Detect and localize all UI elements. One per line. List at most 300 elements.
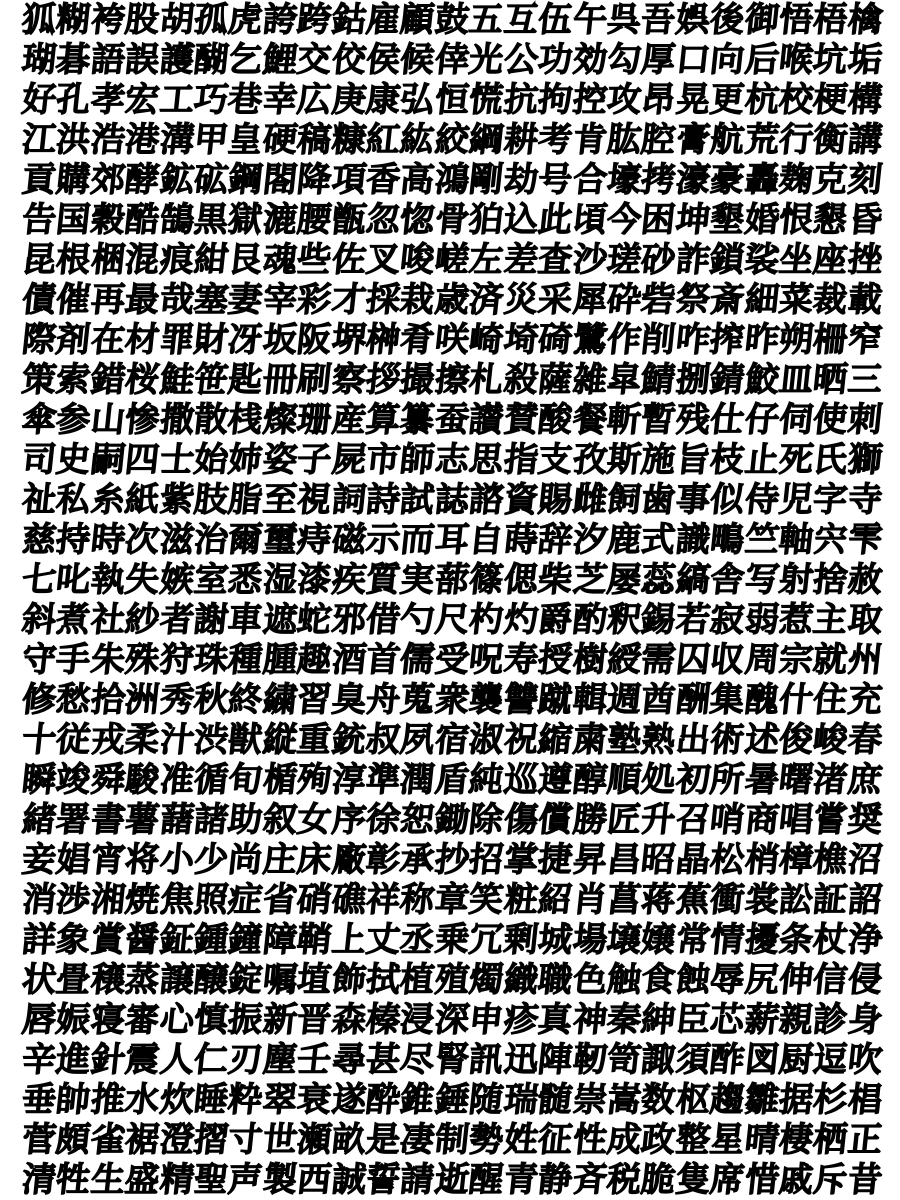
kanji-glyph: 寸 <box>226 1120 265 1160</box>
kanji-glyph: 縮 <box>536 720 575 760</box>
kanji-glyph: 曙 <box>777 760 816 800</box>
kanji-glyph: 制 <box>432 1120 472 1160</box>
kanji-glyph: 鐘 <box>226 920 265 960</box>
kanji-glyph: 細 <box>742 280 781 320</box>
kanji-glyph: 尚 <box>226 840 265 880</box>
kanji-glyph: 孔 <box>54 80 93 120</box>
kanji-glyph: 参 <box>54 400 93 440</box>
kanji-glyph: 雛 <box>742 1080 781 1120</box>
kanji-glyph: 鉦 <box>157 920 196 960</box>
kanji-glyph: 釈 <box>605 600 644 640</box>
kanji-glyph: 恕 <box>398 800 437 840</box>
kanji-glyph: 餐 <box>570 400 609 440</box>
kanji-glyph: 冗 <box>467 920 506 960</box>
kanji-glyph: 杉 <box>811 1080 850 1120</box>
kanji-row <box>20 920 885 960</box>
kanji-glyph: 竣 <box>54 760 93 800</box>
kanji-glyph: 上 <box>329 920 368 960</box>
kanji-glyph: 視 <box>295 480 334 520</box>
kanji-glyph: 策 <box>20 360 59 400</box>
kanji-glyph: 緒 <box>20 800 59 840</box>
kanji-glyph: 椙 <box>845 1080 885 1120</box>
kanji-glyph: 抗 <box>501 80 540 120</box>
kanji-glyph: 獣 <box>226 720 265 760</box>
kanji-glyph: 勺 <box>398 600 437 640</box>
kanji-glyph: 鵠 <box>157 200 196 240</box>
kanji-glyph: 窄 <box>845 320 885 360</box>
kanji-glyph: 識 <box>673 520 713 560</box>
kanji-glyph: 舜 <box>88 760 128 800</box>
kanji-glyph: 嘗 <box>811 800 850 840</box>
kanji-glyph: 綱 <box>467 120 506 160</box>
kanji-glyph: 轟 <box>742 160 781 200</box>
kanji-glyph: 生 <box>88 1160 128 1200</box>
kanji-glyph: 奨 <box>845 800 885 840</box>
kanji-glyph: 梧 <box>811 0 850 40</box>
kanji-glyph: 星 <box>708 1120 747 1160</box>
kanji-glyph: 惚 <box>398 200 437 240</box>
kanji-glyph: 叉 <box>364 240 403 280</box>
kanji-glyph: 七 <box>20 560 59 600</box>
kanji-glyph: 秀 <box>157 680 196 720</box>
kanji-glyph: 吹 <box>845 1040 885 1080</box>
kanji-glyph: 賛 <box>501 400 540 440</box>
kanji-glyph: 指 <box>501 440 540 480</box>
kanji-glyph: 世 <box>260 1120 300 1160</box>
kanji-glyph: 砂 <box>639 240 678 280</box>
kanji-glyph: 鴻 <box>432 160 472 200</box>
kanji-glyph: 沼 <box>845 840 885 880</box>
kanji-glyph: 酒 <box>329 640 368 680</box>
kanji-glyph: 攻 <box>605 80 644 120</box>
kanji-glyph: 栖 <box>811 1120 850 1160</box>
kanji-glyph: 采 <box>536 280 575 320</box>
kanji-glyph: 仁 <box>192 1040 231 1080</box>
kanji-glyph: 執 <box>88 560 128 600</box>
kanji-glyph: 杖 <box>811 920 850 960</box>
kanji-glyph: 終 <box>226 680 265 720</box>
kanji-row <box>20 0 885 40</box>
kanji-glyph: 神 <box>570 1000 609 1040</box>
kanji-glyph: 洪 <box>54 120 93 160</box>
kanji-glyph: 索 <box>54 360 93 400</box>
kanji-glyph: 西 <box>295 1160 334 1200</box>
kanji-glyph: 勾 <box>605 40 644 80</box>
kanji-glyph: 今 <box>605 200 644 240</box>
kanji-glyph: 浩 <box>88 120 128 160</box>
kanji-glyph: 諏 <box>639 1040 678 1080</box>
kanji-glyph: 酷 <box>123 200 162 240</box>
kanji-glyph: 左 <box>467 240 506 280</box>
kanji-glyph: 震 <box>123 1040 162 1080</box>
kanji-glyph: 市 <box>364 440 403 480</box>
kanji-glyph: 壌 <box>605 920 644 960</box>
kanji-glyph: 載 <box>845 280 885 320</box>
kanji-glyph: 江 <box>20 120 59 160</box>
kanji-glyph: 赦 <box>845 560 885 600</box>
kanji-glyph: 授 <box>536 640 575 680</box>
kanji-row <box>20 120 885 160</box>
kanji-glyph: 更 <box>708 80 747 120</box>
kanji-glyph: 伺 <box>777 400 816 440</box>
kanji-glyph: 失 <box>123 560 162 600</box>
kanji-glyph: 燦 <box>260 400 300 440</box>
kanji-glyph: 昇 <box>570 840 609 880</box>
kanji-glyph: 清 <box>20 1160 59 1200</box>
kanji-glyph: 酢 <box>708 1040 747 1080</box>
kanji-glyph: 蒋 <box>639 880 678 920</box>
kanji-glyph: 考 <box>536 120 575 160</box>
kanji-glyph: 床 <box>295 840 334 880</box>
kanji-glyph: 庶 <box>845 760 885 800</box>
kanji-glyph: 伸 <box>777 960 816 1000</box>
kanji-glyph: 女 <box>295 800 334 840</box>
kanji-glyph: 高 <box>398 160 437 200</box>
kanji-glyph: 巡 <box>501 760 540 800</box>
kanji-glyph: 守 <box>20 640 59 680</box>
kanji-glyph: 春 <box>845 720 885 760</box>
kanji-glyph: 号 <box>536 160 575 200</box>
kanji-glyph: 出 <box>673 720 713 760</box>
kanji-glyph: 五 <box>467 0 506 40</box>
kanji-glyph: 呪 <box>467 640 506 680</box>
kanji-glyph: 昂 <box>639 80 678 120</box>
kanji-glyph: 夙 <box>398 720 437 760</box>
kanji-glyph: 垂 <box>20 1080 59 1120</box>
kanji-glyph: 昭 <box>639 840 678 880</box>
kanji-glyph: 狛 <box>467 200 506 240</box>
kanji-glyph: 殉 <box>295 760 334 800</box>
kanji-glyph: 工 <box>157 80 196 120</box>
kanji-glyph: 讃 <box>467 400 506 440</box>
kanji-glyph: 屡 <box>605 560 644 600</box>
kanji-glyph: 障 <box>260 920 300 960</box>
kanji-glyph: 溝 <box>157 120 196 160</box>
kanji-glyph: 週 <box>605 680 644 720</box>
kanji-glyph: 汁 <box>157 720 196 760</box>
kanji-glyph: 碁 <box>54 40 93 80</box>
kanji-glyph: 渋 <box>192 720 231 760</box>
kanji-glyph: 侵 <box>845 960 885 1000</box>
kanji-glyph: 刃 <box>226 1040 265 1080</box>
kanji-glyph: 絞 <box>432 120 472 160</box>
kanji-glyph: 嬢 <box>639 920 678 960</box>
kanji-glyph: 遵 <box>536 760 575 800</box>
kanji-glyph: 邪 <box>329 600 368 640</box>
kanji-glyph: 虎 <box>226 0 265 40</box>
kanji-glyph: 史 <box>54 440 93 480</box>
kanji-glyph: 菜 <box>777 280 816 320</box>
kanji-glyph: 佐 <box>329 240 368 280</box>
kanji-glyph: 懇 <box>811 200 850 240</box>
kanji-glyph: 斜 <box>20 600 59 640</box>
kanji-glyph: 朔 <box>777 320 816 360</box>
kanji-glyph: 粋 <box>226 1080 265 1120</box>
kanji-glyph: 楯 <box>260 760 300 800</box>
kanji-glyph: 蕊 <box>639 560 678 600</box>
kanji-row <box>20 400 885 440</box>
kanji-glyph: 巷 <box>226 80 265 120</box>
kanji-glyph: 若 <box>673 600 713 640</box>
kanji-glyph: 笑 <box>467 880 506 920</box>
kanji-glyph: 拾 <box>88 680 128 720</box>
kanji-glyph: 訊 <box>467 1040 506 1080</box>
kanji-glyph: 削 <box>639 320 678 360</box>
kanji-glyph: 豪 <box>708 160 747 200</box>
kanji-glyph: 孜 <box>570 440 609 480</box>
kanji-glyph: 翠 <box>260 1080 300 1120</box>
kanji-glyph: 忽 <box>364 200 403 240</box>
kanji-glyph: 込 <box>501 200 540 240</box>
kanji-glyph: 青 <box>501 1160 540 1200</box>
kanji-glyph: 糊 <box>54 0 93 40</box>
kanji-glyph: 迅 <box>501 1040 540 1080</box>
kanji-glyph: 商 <box>742 800 781 840</box>
kanji-glyph: 厚 <box>639 40 678 80</box>
kanji-glyph: 趣 <box>295 640 334 680</box>
kanji-glyph: 国 <box>54 200 93 240</box>
kanji-glyph: 肴 <box>398 320 437 360</box>
kanji-glyph: 衝 <box>708 880 747 920</box>
kanji-glyph: 珊 <box>295 400 334 440</box>
kanji-glyph: 詳 <box>20 920 59 960</box>
kanji-glyph: 劫 <box>501 160 540 200</box>
kanji-row <box>20 960 885 1000</box>
kanji-glyph: 柵 <box>811 320 850 360</box>
kanji-glyph: 樟 <box>777 840 816 880</box>
kanji-glyph: 習 <box>295 680 334 720</box>
kanji-glyph: 倖 <box>432 40 472 80</box>
kanji-glyph: 咲 <box>432 320 472 360</box>
kanji-glyph: 砦 <box>639 280 678 320</box>
kanji-glyph: 菖 <box>605 880 644 920</box>
kanji-glyph: 袴 <box>88 0 128 40</box>
kanji-row <box>20 600 885 640</box>
kanji-glyph: 祥 <box>364 880 403 920</box>
kanji-row <box>20 560 885 600</box>
kanji-glyph: 坂 <box>260 320 300 360</box>
kanji-glyph: 松 <box>708 840 747 880</box>
kanji-glyph: 製 <box>260 1160 300 1200</box>
kanji-glyph: 掌 <box>501 840 540 880</box>
kanji-glyph: 察 <box>329 360 368 400</box>
kanji-glyph: 在 <box>88 320 128 360</box>
kanji-glyph: 嗣 <box>88 440 128 480</box>
kanji-glyph: 公 <box>501 40 540 80</box>
kanji-glyph: 似 <box>708 480 747 520</box>
kanji-glyph: 梢 <box>742 840 781 880</box>
kanji-glyph: 冴 <box>226 320 265 360</box>
kanji-glyph: 札 <box>467 360 506 400</box>
kanji-glyph: 渚 <box>811 760 850 800</box>
kanji-glyph: 擾 <box>742 920 781 960</box>
kanji-glyph: 臭 <box>329 680 368 720</box>
kanji-glyph: 衰 <box>295 1080 334 1120</box>
kanji-glyph: 巧 <box>192 80 231 120</box>
kanji-glyph: 小 <box>157 840 196 880</box>
kanji-glyph: 須 <box>673 1040 713 1080</box>
kanji-glyph: 据 <box>777 1080 816 1120</box>
kanji-glyph: 爵 <box>536 600 575 640</box>
kanji-glyph: 崇 <box>570 1080 609 1120</box>
kanji-glyph: 甑 <box>329 200 368 240</box>
kanji-glyph: 乗 <box>432 920 472 960</box>
kanji-glyph: 罪 <box>157 320 196 360</box>
kanji-glyph: 抄 <box>432 840 472 880</box>
kanji-row <box>20 1040 885 1080</box>
kanji-glyph: 壕 <box>605 160 644 200</box>
kanji-glyph: 耕 <box>501 120 540 160</box>
kanji-glyph: 秦 <box>605 1000 644 1040</box>
kanji-glyph: 醒 <box>467 1160 506 1200</box>
kanji-glyph: 醜 <box>742 680 781 720</box>
kanji-row <box>20 800 885 840</box>
kanji-glyph: 歳 <box>432 280 472 320</box>
kanji-glyph: 埴 <box>295 960 334 1000</box>
kanji-glyph: 信 <box>811 960 850 1000</box>
kanji-glyph: 紹 <box>536 880 575 920</box>
kanji-glyph: 処 <box>639 760 678 800</box>
kanji-glyph: 色 <box>570 960 609 1000</box>
kanji-glyph: 燭 <box>467 960 506 1000</box>
kanji-glyph: 拭 <box>364 960 403 1000</box>
kanji-glyph: 自 <box>467 520 506 560</box>
kanji-glyph: 貢 <box>20 160 59 200</box>
kanji-glyph: 彰 <box>364 840 403 880</box>
kanji-glyph: 詐 <box>673 240 713 280</box>
kanji-glyph: 瞬 <box>20 760 59 800</box>
kanji-glyph: 酸 <box>536 400 575 440</box>
kanji-glyph: 材 <box>123 320 162 360</box>
kanji-glyph: 鎖 <box>708 240 747 280</box>
kanji-glyph: 支 <box>536 440 575 480</box>
kanji-glyph: 刻 <box>845 160 885 200</box>
kanji-glyph: 柔 <box>123 720 162 760</box>
kanji-glyph: 恨 <box>777 200 816 240</box>
kanji-glyph: 疾 <box>329 560 368 600</box>
kanji-glyph: 獄 <box>226 200 265 240</box>
kanji-glyph: 哨 <box>708 800 747 840</box>
kanji-glyph: 斉 <box>570 1160 609 1200</box>
kanji-glyph: 刺 <box>845 400 885 440</box>
kanji-glyph: 俊 <box>777 720 816 760</box>
kanji-glyph: 所 <box>708 760 747 800</box>
kanji-glyph: 鉱 <box>157 160 196 200</box>
kanji-glyph: 宏 <box>123 80 162 120</box>
kanji-glyph: 者 <box>157 600 196 640</box>
kanji-glyph: 鮭 <box>157 360 196 400</box>
kanji-glyph: 傷 <box>501 800 540 840</box>
kanji-glyph: 詩 <box>364 480 403 520</box>
kanji-glyph: 些 <box>295 240 334 280</box>
kanji-row <box>20 40 885 80</box>
kanji-glyph: 修 <box>20 680 59 720</box>
kanji-glyph: 成 <box>605 1120 644 1160</box>
kanji-glyph: 桟 <box>226 400 265 440</box>
kanji-glyph: 腫 <box>260 640 300 680</box>
kanji-glyph: 衆 <box>432 680 472 720</box>
kanji-glyph: 痔 <box>295 520 334 560</box>
kanji-glyph: 常 <box>673 920 713 960</box>
kanji-glyph: 膏 <box>673 120 713 160</box>
kanji-glyph: 妻 <box>226 280 265 320</box>
kanji-glyph: 祭 <box>673 280 713 320</box>
kanji-glyph: 初 <box>673 760 713 800</box>
kanji-glyph: 晒 <box>811 360 850 400</box>
kanji-glyph: 丞 <box>398 920 437 960</box>
kanji-glyph: 犀 <box>570 280 609 320</box>
kanji-glyph: 収 <box>708 640 747 680</box>
kanji-glyph: 笥 <box>605 1040 644 1080</box>
kanji-row <box>20 440 885 480</box>
kanji-glyph: 旬 <box>226 760 265 800</box>
kanji-glyph: 捌 <box>673 360 713 400</box>
kanji-glyph: 裁 <box>811 280 850 320</box>
kanji-glyph: 璽 <box>260 520 300 560</box>
kanji-glyph: 室 <box>192 560 231 600</box>
kanji-glyph: 司 <box>20 440 59 480</box>
kanji-glyph: 酵 <box>123 160 162 200</box>
kanji-glyph: 辱 <box>708 960 747 1000</box>
kanji-glyph: 篠 <box>467 560 506 600</box>
kanji-glyph: 消 <box>20 880 59 920</box>
kanji-glyph: 採 <box>364 280 403 320</box>
kanji-glyph: 祉 <box>20 480 59 520</box>
kanji-glyph: 語 <box>88 40 128 80</box>
kanji-glyph: 髄 <box>536 1080 575 1120</box>
kanji-glyph: 睡 <box>192 1080 231 1120</box>
kanji-glyph: 手 <box>54 640 93 680</box>
kanji-glyph: 塵 <box>260 1040 300 1080</box>
kanji-glyph: 質 <box>364 560 403 600</box>
kanji-glyph: 周 <box>742 640 781 680</box>
kanji-glyph: 嵩 <box>605 1080 644 1120</box>
kanji-glyph: 瑳 <box>605 240 644 280</box>
kanji-glyph: 藷 <box>157 800 196 840</box>
kanji-glyph: 郊 <box>88 160 128 200</box>
kanji-glyph: 整 <box>673 1120 713 1160</box>
kanji-glyph: 荒 <box>742 120 781 160</box>
kanji-glyph: 縞 <box>673 560 713 600</box>
kanji-glyph: 光 <box>467 40 506 80</box>
kanji-glyph: 侯 <box>364 40 403 80</box>
kanji-glyph: 審 <box>123 1000 162 1040</box>
kanji-glyph: 駿 <box>123 760 162 800</box>
kanji-glyph: 叱 <box>54 560 93 600</box>
kanji-glyph: 什 <box>777 680 816 720</box>
kanji-glyph: 随 <box>467 1080 506 1120</box>
kanji-row <box>20 520 885 560</box>
kanji-glyph: 蕉 <box>673 880 713 920</box>
kanji-glyph: 丈 <box>364 920 403 960</box>
kanji-glyph: 招 <box>467 840 506 880</box>
kanji-glyph: 剛 <box>467 160 506 200</box>
kanji-glyph: 雀 <box>88 1120 128 1160</box>
kanji-glyph: 控 <box>570 80 609 120</box>
kanji-glyph: 撮 <box>398 360 437 400</box>
kanji-glyph: 織 <box>501 960 540 1000</box>
kanji-glyph: 推 <box>88 1080 128 1120</box>
kanji-glyph: 康 <box>364 80 403 120</box>
kanji-glyph: 鋼 <box>226 160 265 200</box>
kanji-row <box>20 480 885 520</box>
kanji-glyph: 沙 <box>570 240 609 280</box>
kanji-glyph: 親 <box>777 1000 816 1040</box>
kanji-glyph: 師 <box>398 440 437 480</box>
kanji-glyph: 唇 <box>20 1000 59 1040</box>
kanji-glyph: 醇 <box>570 760 609 800</box>
kanji-row <box>20 1080 885 1120</box>
